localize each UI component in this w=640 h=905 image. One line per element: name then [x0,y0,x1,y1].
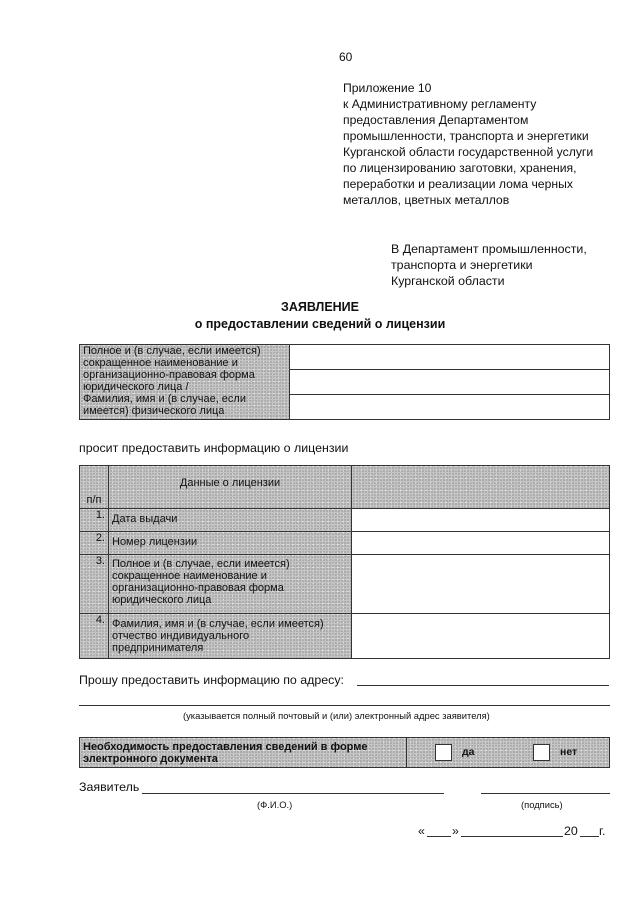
applicant-label-line: Фамилия, имя и (в случае, если [83,393,246,405]
address-input-line-1[interactable] [357,685,609,686]
license-table [79,465,610,659]
signature-hint: (подпись) [521,799,563,810]
appendix-line: металлов, цветных металлов [343,193,510,207]
applicant-signature-label: Заявитель [79,780,140,794]
no-checkbox[interactable] [533,744,550,761]
eform-options [407,738,610,768]
date-year-line[interactable] [580,836,599,837]
fio-input-line[interactable] [142,793,444,794]
applicant-label-line: сокращенное наименование и [83,357,238,369]
row-label [109,509,352,532]
yes-checkbox[interactable] [435,744,452,761]
applicant-name-field-2[interactable] [290,370,610,395]
appendix-note [343,80,628,208]
issue-date-field[interactable] [352,509,610,532]
no-label: нет [560,746,578,758]
date-close-quote: » [452,824,459,838]
appendix-line: к Административному регламенту [343,97,537,111]
electronic-form-table [79,737,610,768]
applicant-label-line: организационно-правовая форма [83,369,255,381]
row-num: 3. [80,555,109,614]
applicant-name-field-1[interactable] [290,345,610,370]
row-label [109,555,352,614]
address-input-line-2[interactable] [79,705,610,706]
applicant-label [80,345,290,420]
addressee [391,241,587,289]
date-day-line[interactable] [427,836,451,837]
address-request-label: Прошу предоставить информацию по адресу: [79,673,344,687]
yes-label: да [462,746,475,758]
applicant-label-line: Полное и (в случае, если имеется) [83,345,261,357]
eform-label [80,738,407,768]
row-label-line: сокращенное наименование и [112,570,267,582]
entrepreneur-name-field[interactable] [352,614,610,659]
addressee-line: В Департамент промышленности, [391,242,587,256]
appendix-line: промышленности, транспорта и энергетики [343,129,589,143]
row-label [109,614,352,659]
applicant-table [79,344,610,420]
appendix-line: Курганской области государственной услуги [343,145,594,159]
header-num: п/п [80,466,109,509]
row-label-line: предпринимателя [112,642,204,654]
applicant-label-line: юридического лица / [83,381,189,393]
date-open-quote: « [418,824,425,838]
appendix-line: Приложение 10 [343,81,432,95]
row-label-line: юридического лица [112,594,212,606]
row-num: 1. [80,509,109,532]
license-number-field[interactable] [352,532,610,555]
row-label-line: Дата выдачи [112,513,178,525]
document-title: ЗАЯВЛЕНИЕ [280,300,359,314]
row-num: 2. [80,532,109,555]
fio-hint: (Ф.И.О.) [257,799,293,810]
row-label-line: организационно-правовая форма [112,582,284,594]
request-text: просит предоставить информацию о лицензии [79,441,349,455]
row-num: 4. [80,614,109,659]
signature-input-line[interactable] [481,793,610,794]
document-subtitle: о предоставлении сведений о лицензии [194,317,446,331]
addressee-line: транспорта и энергетики [391,258,533,272]
date-month-line[interactable] [461,836,563,837]
row-label-line: Фамилия, имя и (в случае, если имеется) [112,618,324,630]
row-label-line: Полное и (в случае, если имеется) [112,558,290,570]
applicant-name-field-3[interactable] [290,395,610,420]
row-label [109,532,352,555]
appendix-line: переработки и реализации лома черных [343,177,573,191]
appendix-line: по лицензированию заготовки, хранения, [343,161,577,175]
eform-label-line: электронного документа [83,753,218,765]
header-label: Данные о лицензии [109,466,352,509]
eform-label-line: Необходимость предоставления сведений в форме [83,741,368,753]
addressee-line: Курганской области [391,274,505,288]
legal-entity-name-field[interactable] [352,555,610,614]
address-hint: (указывается полный почтовый и (или) электронный адрес заявителя) [183,710,490,721]
row-label-line: отчество индивидуального [112,630,250,642]
applicant-label-line: имеется) физического лица [83,405,225,417]
row-label-line: Номер лицензии [112,536,198,548]
date-year-suffix: г. [599,824,606,838]
page-number: 60 [339,50,353,64]
appendix-line: предоставления Департаментом [343,113,529,127]
header-value [352,466,610,509]
date-year-prefix: 20 [564,824,578,838]
